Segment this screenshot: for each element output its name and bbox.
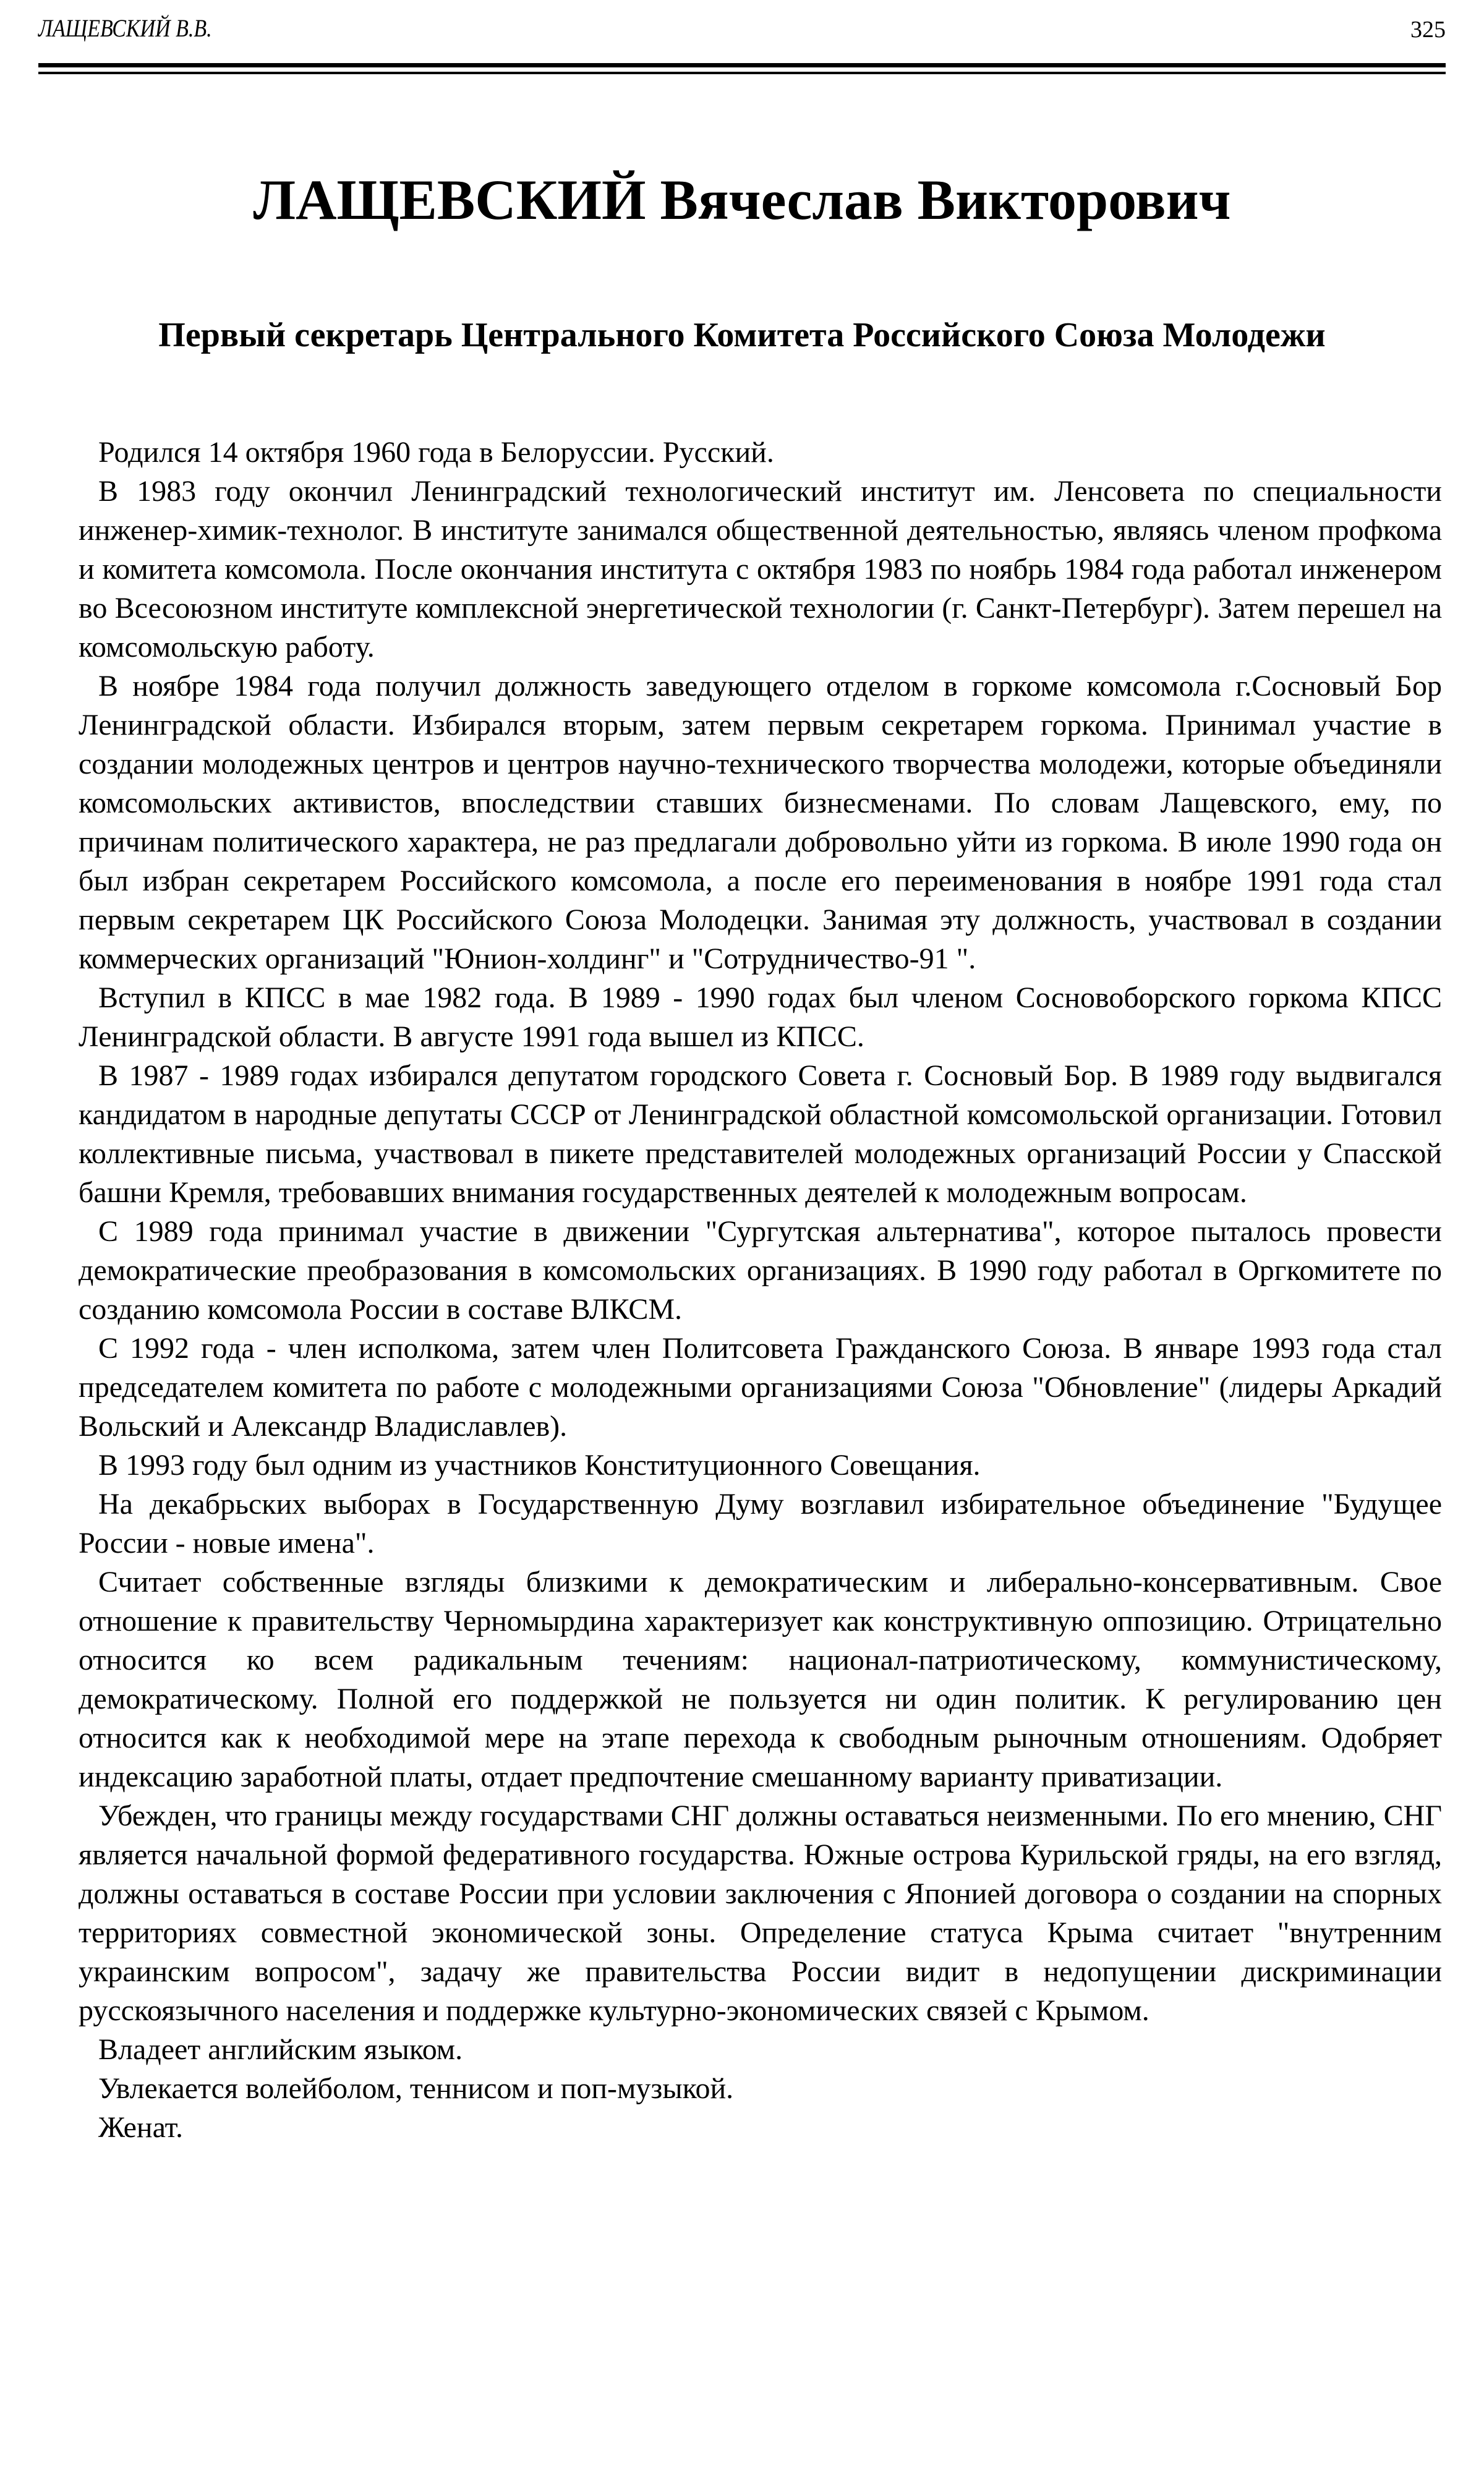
paragraph: Родился 14 октября 1960 года в Белоруссии. Русский. — [98, 436, 774, 469]
paragraph: Вступил в КПСС в мае 1982 года. В 1989 - 1990 годах был членом Сосновоборского горкома КПСС Ленинградской области. В августе 1991 года вышел из КПСС. — [79, 981, 1442, 1053]
page-subtitle: Первый секретарь Центрального Комитета Российского Союза Молодежи — [158, 316, 1326, 354]
paragraph: На декабрьских выборах в Государственную Думу возглавил избирательное объединение "Будущее России - новые имена". — [79, 1488, 1442, 1560]
biography-body — [79, 433, 1442, 2147]
header-rule-thick — [38, 63, 1446, 67]
paragraph: В ноябре 1984 года получил должность заведующего отделом в горкоме комсомола г.Сосновый Бор Ленинградской области. Избирался вторым, затем первым секретарем горкома. Принимал участие в создании молодежных центров и центров научно-технического творчества молодежи, которые объединяли комсомольских активистов, впоследствии ставших бизнесменами. По словам Лащевского, ему, по причинам политического характера, не раз предлагали добровольно уйти из горкома. В июле 1990 года он был избран секретарем Российского комсомола, а после его переименования в ноябре 1991 года стал первым секретарем ЦК Российского Союза Молодецки. Занимая эту должность, участвовал в создании коммерческих организаций "Юнион-холдинг" и "Сотрудничество-91 ". — [79, 670, 1442, 975]
paragraph: Владеет английским языком. — [98, 2033, 463, 2066]
header-rule-thin — [38, 72, 1446, 74]
paragraph: Убежден, что границы между государствами СНГ должны оставаться неизменными. По его мнению, СНГ является начальной формой федеративного государства. Южные острова Курильской гряды, на его взгляд, должны оставаться в составе России при условии заключения с Японией договора о создании на спорных территориях совместной экономической зоны. Определение статуса Крыма считает "внутренним украинским вопросом", задачу же правительства России видит в недопущении дискриминации русскоязычного населения и поддержке культурно-экономических связей с Крымом. — [79, 1799, 1442, 2027]
paragraph: В 1993 году был одним из участников Конституционного Совещания. — [98, 1449, 981, 1482]
paragraph: В 1983 году окончил Ленинградский технологический институт им. Ленсовета по специальности инженер-химик-технолог. В институте занимался общественной деятельностью, являясь членом профкома и комитета комсомола. После окончания института с октября 1983 по ноябрь 1984 года работал инженером во Всесоюзном институте комплексной энергетической технологии (г. Санкт-Петербург). Затем перешел на комсомольскую работу. — [79, 475, 1442, 664]
paragraph: С 1989 года принимал участие в движении "Сургутская альтернатива", которое пыталось провести демократические преобразования в комсомольских организациях. В 1990 году работал в Оргкомитете по созданию комсомола России в составе ВЛКСМ. — [79, 1215, 1442, 1326]
paragraph: Женат. — [98, 2111, 183, 2144]
running-head: ЛАЩЕВСКИЙ В.В. — [38, 14, 212, 42]
page-number: 325 — [1410, 17, 1446, 43]
page-title: ЛАЩЕВСКИЙ Вячеслав Викторович — [253, 168, 1231, 231]
paragraph: В 1987 - 1989 годах избирался депутатом городского Совета г. Сосновый Бор. В 1989 году выдвигался кандидатом в народные депутаты СССР от Ленинградской областной комсомольской организации. Готовил коллективные письма, участвовал в пикете представителей молодежных организаций России у Спасской башни Кремля, требовавших внимания государственных деятелей к молодежным вопросам. — [79, 1059, 1442, 1209]
paragraph: С 1992 года - член исполкома, затем член Политсовета Гражданского Союза. В январе 1993 года стал председателем комитета по работе с молодежными организациями Союза "Обновление" (лидеры Аркадий Вольский и Александр Владиславлев). — [79, 1332, 1442, 1443]
paragraph: Увлекается волейболом, теннисом и поп-музыкой. — [98, 2072, 734, 2105]
paragraph: Считает собственные взгляды близкими к демократическим и либерально-консервативным. Свое отношение к правительству Черномырдина характеризует как конструктивную оппозицию. Отрицательно относится ко всем радикальным течениям: национал-патриотическому, коммунистическому, демократическому. Полной его поддержкой не пользуется ни один политик. К регулированию цен относится как к необходимой мере на этапе перехода к свободным рыночным отношениям. Одобряет индексацию заработной платы, отдает предпочтение смешанному варианту приватизации. — [79, 1566, 1442, 1793]
